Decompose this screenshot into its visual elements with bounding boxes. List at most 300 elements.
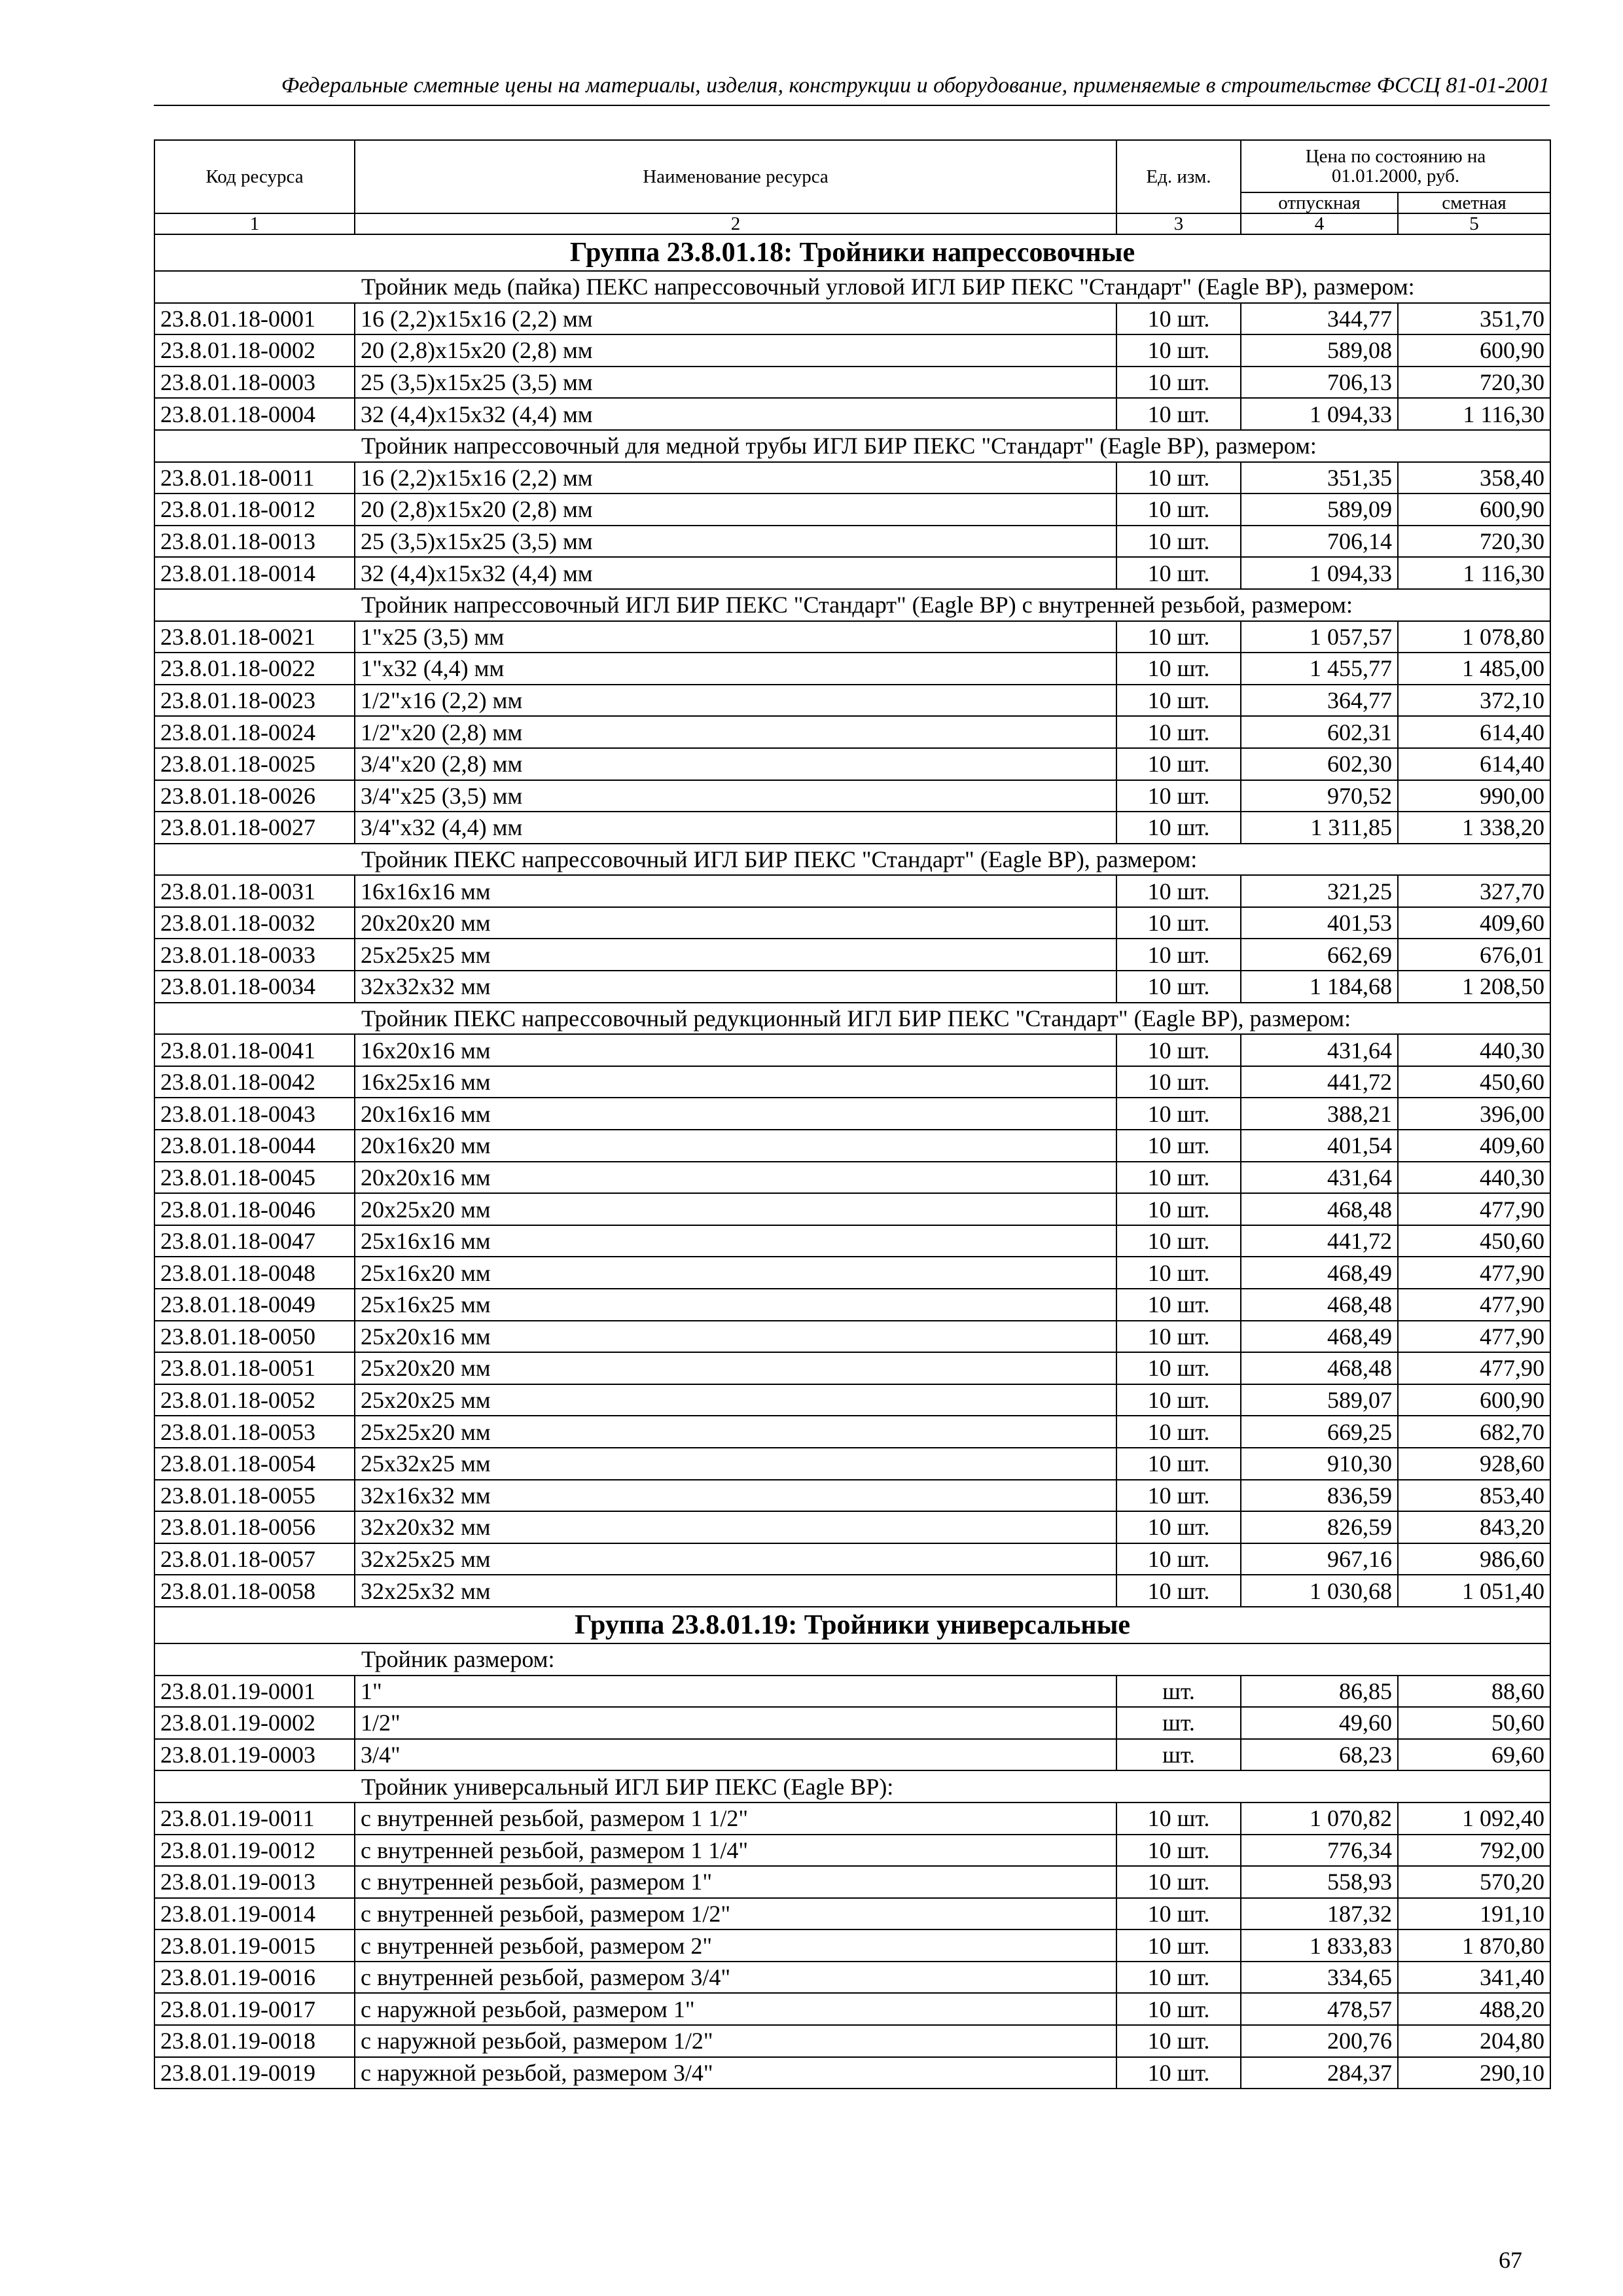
release-price-cell: 401,54 xyxy=(1241,1130,1398,1162)
table-row xyxy=(154,1835,1550,1867)
table-row xyxy=(154,1511,1550,1543)
resource-code-cell: 23.8.01.18-0001 xyxy=(154,303,355,335)
unit-cell: 10 шт. xyxy=(1116,557,1241,589)
release-price-cell: 431,64 xyxy=(1241,1034,1398,1066)
table-row xyxy=(154,971,1550,1003)
release-price-cell: 910,30 xyxy=(1241,1448,1398,1480)
resource-name-cell: 32x25x32 мм xyxy=(355,1575,1116,1607)
estimate-price-cell: 450,60 xyxy=(1398,1225,1550,1257)
unit-cell: 10 шт. xyxy=(1116,334,1241,367)
resource-code-cell: 23.8.01.18-0048 xyxy=(154,1257,355,1289)
table-row xyxy=(154,1257,1550,1289)
unit-cell: 10 шт. xyxy=(1116,1835,1241,1867)
unit-cell: 10 шт. xyxy=(1116,1321,1241,1353)
estimate-price-cell: 477,90 xyxy=(1398,1257,1550,1289)
resource-name-cell: 3/4" xyxy=(355,1739,1116,1771)
unit-cell: 10 шт. xyxy=(1116,1898,1241,1930)
table-row xyxy=(154,1993,1550,2025)
release-price-cell: 1 455,77 xyxy=(1241,653,1398,685)
resource-name-cell: 3/4"x32 (4,4) мм xyxy=(355,812,1116,844)
unit-cell: 10 шт. xyxy=(1116,2025,1241,2057)
resource-code-cell: 23.8.01.18-0042 xyxy=(154,1066,355,1098)
release-price-cell: 334,65 xyxy=(1241,1962,1398,1994)
unit-cell: 10 шт. xyxy=(1116,367,1241,399)
resource-code-cell: 23.8.01.19-0018 xyxy=(154,2025,355,2057)
table-row xyxy=(154,716,1550,748)
resource-code-cell: 23.8.01.18-0058 xyxy=(154,1575,355,1607)
release-price-cell: 836,59 xyxy=(1241,1480,1398,1512)
resource-name-cell: 25x25x20 мм xyxy=(355,1416,1116,1448)
estimate-price-cell: 477,90 xyxy=(1398,1193,1550,1225)
resource-code-cell: 23.8.01.18-0052 xyxy=(154,1384,355,1416)
estimate-price-cell: 720,30 xyxy=(1398,367,1550,399)
resource-code-cell: 23.8.01.19-0001 xyxy=(154,1676,355,1708)
release-price-cell: 1 311,85 xyxy=(1241,812,1398,844)
table-row xyxy=(154,1225,1550,1257)
estimate-price-cell: 792,00 xyxy=(1398,1835,1550,1867)
resource-code-cell: 23.8.01.18-0047 xyxy=(154,1225,355,1257)
release-price-cell: 1 094,33 xyxy=(1241,557,1398,589)
table-row xyxy=(154,1803,1550,1835)
estimate-price-cell: 204,80 xyxy=(1398,2025,1550,2057)
resource-code-cell: 23.8.01.18-0056 xyxy=(154,1511,355,1543)
resource-code-cell: 23.8.01.19-0002 xyxy=(154,1707,355,1739)
unit-cell: 10 шт. xyxy=(1116,1511,1241,1543)
resource-code-cell: 23.8.01.18-0034 xyxy=(154,971,355,1003)
table-row xyxy=(154,1352,1550,1384)
resource-code-cell: 23.8.01.18-0033 xyxy=(154,939,355,971)
table-row xyxy=(154,1416,1550,1448)
estimate-price-cell: 351,70 xyxy=(1398,303,1550,335)
table-row xyxy=(154,812,1550,844)
resource-code-cell: 23.8.01.19-0013 xyxy=(154,1866,355,1898)
section-title: Тройник ПЕКС напрессовочный редукционный ИГЛ БИР ПЕКС "Стандарт" (Eagle BP), размером: xyxy=(154,1003,1550,1035)
group-title: Группа 23.8.01.18: Тройники напрессовочные xyxy=(154,234,1550,271)
resource-code-cell: 23.8.01.18-0002 xyxy=(154,334,355,367)
resource-name-cell: с наружной резьбой, размером 3/4" xyxy=(355,2057,1116,2089)
resource-code-cell: 23.8.01.19-0015 xyxy=(154,1929,355,1962)
table-row xyxy=(154,875,1550,907)
unit-cell: 10 шт. xyxy=(1116,939,1241,971)
unit-cell: 10 шт. xyxy=(1116,621,1241,653)
estimate-price-cell: 990,00 xyxy=(1398,780,1550,812)
resource-name-cell: 25x25x25 мм xyxy=(355,939,1116,971)
unit-cell: 10 шт. xyxy=(1116,1929,1241,1962)
table-row xyxy=(154,1480,1550,1512)
resource-code-cell: 23.8.01.19-0016 xyxy=(154,1962,355,1994)
unit-cell: шт. xyxy=(1116,1739,1241,1771)
estimate-price-cell: 1 485,00 xyxy=(1398,653,1550,685)
resource-name-cell: 16x16x16 мм xyxy=(355,875,1116,907)
group-heading-row xyxy=(154,1607,1550,1643)
release-price-cell: 364,77 xyxy=(1241,685,1398,717)
estimate-price-cell: 614,40 xyxy=(1398,716,1550,748)
resource-name-cell: с внутренней резьбой, размером 1 1/2" xyxy=(355,1803,1116,1835)
release-price-cell: 1 070,82 xyxy=(1241,1803,1398,1835)
unit-cell: 10 шт. xyxy=(1116,1289,1241,1321)
section-heading-row xyxy=(154,844,1550,876)
estimate-price-cell: 477,90 xyxy=(1398,1321,1550,1353)
unit-cell: 10 шт. xyxy=(1116,1193,1241,1225)
release-price-cell: 1 184,68 xyxy=(1241,971,1398,1003)
estimate-price-cell: 358,40 xyxy=(1398,462,1550,494)
release-price-cell: 589,07 xyxy=(1241,1384,1398,1416)
table-row xyxy=(154,557,1550,589)
resource-name-cell: 3/4"x25 (3,5) мм xyxy=(355,780,1116,812)
estimate-price-cell: 614,40 xyxy=(1398,748,1550,780)
section-heading-row xyxy=(154,589,1550,621)
section-title: Тройник ПЕКС напрессовочный ИГЛ БИР ПЕКС "Стандарт" (Eagle BP), размером: xyxy=(154,844,1550,876)
resource-code-cell: 23.8.01.18-0025 xyxy=(154,748,355,780)
resource-name-cell: 25x16x16 мм xyxy=(355,1225,1116,1257)
unit-cell: 10 шт. xyxy=(1116,1543,1241,1575)
release-price-cell: 1 030,68 xyxy=(1241,1575,1398,1607)
table-row xyxy=(154,621,1550,653)
release-price-cell: 388,21 xyxy=(1241,1098,1398,1130)
unit-cell: 10 шт. xyxy=(1116,1162,1241,1194)
resource-code-cell: 23.8.01.18-0049 xyxy=(154,1289,355,1321)
resource-name-cell: 1"x25 (3,5) мм xyxy=(355,621,1116,653)
resource-name-cell: с внутренней резьбой, размером 2" xyxy=(355,1929,1116,1962)
unit-cell: 10 шт. xyxy=(1116,1575,1241,1607)
estimate-price-cell: 191,10 xyxy=(1398,1898,1550,1930)
unit-cell: шт. xyxy=(1116,1676,1241,1708)
resource-name-cell: 20x20x20 мм xyxy=(355,907,1116,939)
table-row xyxy=(154,303,1550,335)
table-row xyxy=(154,1962,1550,1994)
estimate-price-cell: 1 208,50 xyxy=(1398,971,1550,1003)
resource-code-cell: 23.8.01.18-0055 xyxy=(154,1480,355,1512)
column-number: 5 xyxy=(1398,213,1550,234)
resource-name-cell: 3/4"x20 (2,8) мм xyxy=(355,748,1116,780)
document-header: Федеральные сметные цены на материалы, изделия, конструкции и оборудование, применяемые в строительстве ФССЦ 81-01-2001 xyxy=(281,73,1550,98)
table-row xyxy=(154,462,1550,494)
unit-cell: 10 шт. xyxy=(1116,716,1241,748)
resource-name-cell: 20x16x20 мм xyxy=(355,1130,1116,1162)
resource-code-cell: 23.8.01.18-0031 xyxy=(154,875,355,907)
unit-cell: 10 шт. xyxy=(1116,1225,1241,1257)
resource-name-cell: 32 (4,4)x15x32 (4,4) мм xyxy=(355,398,1116,430)
resource-code-cell: 23.8.01.18-0011 xyxy=(154,462,355,494)
resource-price-table xyxy=(154,139,1551,2089)
table-row xyxy=(154,748,1550,780)
resource-name-cell: с внутренней резьбой, размером 1 1/4" xyxy=(355,1835,1116,1867)
unit-cell: 10 шт. xyxy=(1116,462,1241,494)
unit-cell: 10 шт. xyxy=(1116,748,1241,780)
group-heading-row xyxy=(154,234,1550,271)
table-row xyxy=(154,493,1550,526)
table-row xyxy=(154,939,1550,971)
resource-code-cell: 23.8.01.18-0022 xyxy=(154,653,355,685)
release-price-cell: 662,69 xyxy=(1241,939,1398,971)
estimate-price-cell: 409,60 xyxy=(1398,1130,1550,1162)
estimate-price-cell: 290,10 xyxy=(1398,2057,1550,2089)
unit-cell: 10 шт. xyxy=(1116,398,1241,430)
table-body xyxy=(154,234,1550,2089)
table-row xyxy=(154,2057,1550,2089)
estimate-price-cell: 600,90 xyxy=(1398,334,1550,367)
column-header-estimate-price: сметная xyxy=(1398,192,1550,213)
estimate-price-cell: 600,90 xyxy=(1398,493,1550,526)
release-price-cell: 1 833,83 xyxy=(1241,1929,1398,1962)
resource-name-cell: с наружной резьбой, размером 1/2" xyxy=(355,2025,1116,2057)
estimate-price-cell: 440,30 xyxy=(1398,1162,1550,1194)
estimate-price-cell: 1 870,80 xyxy=(1398,1929,1550,1962)
resource-code-cell: 23.8.01.18-0021 xyxy=(154,621,355,653)
estimate-price-cell: 477,90 xyxy=(1398,1289,1550,1321)
estimate-price-cell: 1 116,30 xyxy=(1398,557,1550,589)
table-row xyxy=(154,1739,1550,1771)
release-price-cell: 589,08 xyxy=(1241,334,1398,367)
release-price-cell: 441,72 xyxy=(1241,1066,1398,1098)
section-title: Тройник размером: xyxy=(154,1643,1550,1676)
table-row xyxy=(154,1034,1550,1066)
release-price-cell: 558,93 xyxy=(1241,1866,1398,1898)
estimate-price-cell: 477,90 xyxy=(1398,1352,1550,1384)
table-row xyxy=(154,334,1550,367)
unit-cell: 10 шт. xyxy=(1116,1803,1241,1835)
estimate-price-cell: 440,30 xyxy=(1398,1034,1550,1066)
section-title: Тройник универсальный ИГЛ БИР ПЕКС (Eagle BP): xyxy=(154,1770,1550,1803)
estimate-price-cell: 450,60 xyxy=(1398,1066,1550,1098)
resource-code-cell: 23.8.01.19-0017 xyxy=(154,1993,355,2025)
unit-cell: 10 шт. xyxy=(1116,1352,1241,1384)
estimate-price-cell: 327,70 xyxy=(1398,875,1550,907)
resource-name-cell: с внутренней резьбой, размером 1/2" xyxy=(355,1898,1116,1930)
release-price-cell: 431,64 xyxy=(1241,1162,1398,1194)
section-heading-row xyxy=(154,1643,1550,1676)
column-header-name: Наименование ресурса xyxy=(355,140,1116,213)
resource-name-cell: с внутренней резьбой, размером 3/4" xyxy=(355,1962,1116,1994)
resource-code-cell: 23.8.01.18-0046 xyxy=(154,1193,355,1225)
release-price-cell: 1 094,33 xyxy=(1241,398,1398,430)
unit-cell: 10 шт. xyxy=(1116,1416,1241,1448)
release-price-cell: 776,34 xyxy=(1241,1835,1398,1867)
resource-name-cell: 32x32x32 мм xyxy=(355,971,1116,1003)
resource-code-cell: 23.8.01.18-0041 xyxy=(154,1034,355,1066)
unit-cell: 10 шт. xyxy=(1116,1962,1241,1994)
resource-code-cell: 23.8.01.18-0027 xyxy=(154,812,355,844)
release-price-cell: 602,30 xyxy=(1241,748,1398,780)
release-price-cell: 351,35 xyxy=(1241,462,1398,494)
resource-code-cell: 23.8.01.18-0024 xyxy=(154,716,355,748)
resource-name-cell: 32x25x25 мм xyxy=(355,1543,1116,1575)
estimate-price-cell: 88,60 xyxy=(1398,1676,1550,1708)
release-price-cell: 478,57 xyxy=(1241,1993,1398,2025)
release-price-cell: 468,49 xyxy=(1241,1321,1398,1353)
resource-code-cell: 23.8.01.18-0057 xyxy=(154,1543,355,1575)
table-row xyxy=(154,1384,1550,1416)
unit-cell: 10 шт. xyxy=(1116,1066,1241,1098)
resource-name-cell: 25x32x25 мм xyxy=(355,1448,1116,1480)
unit-cell: 10 шт. xyxy=(1116,1993,1241,2025)
estimate-price-cell: 1 078,80 xyxy=(1398,621,1550,653)
estimate-price-cell: 1 092,40 xyxy=(1398,1803,1550,1835)
unit-cell: 10 шт. xyxy=(1116,303,1241,335)
resource-code-cell: 23.8.01.19-0003 xyxy=(154,1739,355,1771)
table-row xyxy=(154,1707,1550,1739)
unit-cell: 10 шт. xyxy=(1116,1034,1241,1066)
resource-name-cell: 1" xyxy=(355,1676,1116,1708)
release-price-cell: 1 057,57 xyxy=(1241,621,1398,653)
release-price-cell: 589,09 xyxy=(1241,493,1398,526)
resource-name-cell: 25x20x20 мм xyxy=(355,1352,1116,1384)
release-price-cell: 706,14 xyxy=(1241,526,1398,558)
estimate-price-cell: 676,01 xyxy=(1398,939,1550,971)
estimate-price-cell: 409,60 xyxy=(1398,907,1550,939)
table-row xyxy=(154,1543,1550,1575)
unit-cell: 10 шт. xyxy=(1116,1257,1241,1289)
table-row xyxy=(154,1130,1550,1162)
estimate-price-cell: 570,20 xyxy=(1398,1866,1550,1898)
header-divider xyxy=(154,105,1550,106)
resource-code-cell: 23.8.01.18-0032 xyxy=(154,907,355,939)
resource-code-cell: 23.8.01.18-0003 xyxy=(154,367,355,399)
unit-cell: 10 шт. xyxy=(1116,812,1241,844)
column-number: 2 xyxy=(355,213,1116,234)
resource-name-cell: 20x20x16 мм xyxy=(355,1162,1116,1194)
table-row xyxy=(154,367,1550,399)
release-price-cell: 669,25 xyxy=(1241,1416,1398,1448)
estimate-price-cell: 1 338,20 xyxy=(1398,812,1550,844)
release-price-cell: 468,48 xyxy=(1241,1193,1398,1225)
estimate-price-cell: 853,40 xyxy=(1398,1480,1550,1512)
release-price-cell: 401,53 xyxy=(1241,907,1398,939)
table-row xyxy=(154,1866,1550,1898)
resource-code-cell: 23.8.01.18-0043 xyxy=(154,1098,355,1130)
resource-code-cell: 23.8.01.19-0011 xyxy=(154,1803,355,1835)
release-price-cell: 706,13 xyxy=(1241,367,1398,399)
column-header-unit: Ед. изм. xyxy=(1116,140,1241,213)
release-price-cell: 68,23 xyxy=(1241,1739,1398,1771)
resource-name-cell: 32x16x32 мм xyxy=(355,1480,1116,1512)
column-header-code: Код ресурса xyxy=(154,140,355,213)
table-row xyxy=(154,780,1550,812)
unit-cell: 10 шт. xyxy=(1116,1384,1241,1416)
resource-name-cell: 16 (2,2)x15x16 (2,2) мм xyxy=(355,303,1116,335)
release-price-cell: 321,25 xyxy=(1241,875,1398,907)
resource-code-cell: 23.8.01.18-0014 xyxy=(154,557,355,589)
release-price-cell: 86,85 xyxy=(1241,1676,1398,1708)
release-price-cell: 468,49 xyxy=(1241,1257,1398,1289)
estimate-price-cell: 843,20 xyxy=(1398,1511,1550,1543)
resource-name-cell: 25x20x16 мм xyxy=(355,1321,1116,1353)
section-heading-row xyxy=(154,1003,1550,1035)
table-row xyxy=(154,1929,1550,1962)
table-row xyxy=(154,2025,1550,2057)
table-row xyxy=(154,1676,1550,1708)
resource-name-cell: 1/2"x20 (2,8) мм xyxy=(355,716,1116,748)
unit-cell: 10 шт. xyxy=(1116,971,1241,1003)
group-title: Группа 23.8.01.19: Тройники универсальные xyxy=(154,1607,1550,1643)
resource-code-cell: 23.8.01.18-0023 xyxy=(154,685,355,717)
table-row xyxy=(154,1448,1550,1480)
resource-name-cell: 20x16x16 мм xyxy=(355,1098,1116,1130)
resource-code-cell: 23.8.01.18-0004 xyxy=(154,398,355,430)
resource-code-cell: 23.8.01.18-0026 xyxy=(154,780,355,812)
release-price-cell: 970,52 xyxy=(1241,780,1398,812)
resource-name-cell: 20 (2,8)x15x20 (2,8) мм xyxy=(355,493,1116,526)
resource-name-cell: 20 (2,8)x15x20 (2,8) мм xyxy=(355,334,1116,367)
estimate-price-cell: 986,60 xyxy=(1398,1543,1550,1575)
release-price-cell: 49,60 xyxy=(1241,1707,1398,1739)
unit-cell: 10 шт. xyxy=(1116,1480,1241,1512)
unit-cell: 10 шт. xyxy=(1116,2057,1241,2089)
estimate-price-cell: 1 116,30 xyxy=(1398,398,1550,430)
resource-code-cell: 23.8.01.18-0012 xyxy=(154,493,355,526)
section-title: Тройник медь (пайка) ПЕКС напрессовочный угловой ИГЛ БИР ПЕКС "Стандарт" (Eagle BP), размером: xyxy=(154,271,1550,303)
table-row xyxy=(154,1193,1550,1225)
table-row xyxy=(154,398,1550,430)
resource-name-cell: 1/2"x16 (2,2) мм xyxy=(355,685,1116,717)
table-row xyxy=(154,1898,1550,1930)
table-row xyxy=(154,1321,1550,1353)
section-heading-row xyxy=(154,271,1550,303)
unit-cell: 10 шт. xyxy=(1116,526,1241,558)
column-header-release-price: отпускная xyxy=(1241,192,1398,213)
unit-cell: 10 шт. xyxy=(1116,653,1241,685)
estimate-price-cell: 928,60 xyxy=(1398,1448,1550,1480)
resource-code-cell: 23.8.01.19-0019 xyxy=(154,2057,355,2089)
resource-code-cell: 23.8.01.19-0014 xyxy=(154,1898,355,1930)
resource-code-cell: 23.8.01.18-0050 xyxy=(154,1321,355,1353)
resource-name-cell: с наружной резьбой, размером 1" xyxy=(355,1993,1116,2025)
release-price-cell: 468,48 xyxy=(1241,1352,1398,1384)
resource-name-cell: 1/2" xyxy=(355,1707,1116,1739)
estimate-price-cell: 488,20 xyxy=(1398,1993,1550,2025)
resource-name-cell: 25 (3,5)x15x25 (3,5) мм xyxy=(355,367,1116,399)
column-header-price: Цена по состоянию на 01.01.2000, руб. xyxy=(1241,140,1550,192)
unit-cell: 10 шт. xyxy=(1116,493,1241,526)
resource-code-cell: 23.8.01.18-0013 xyxy=(154,526,355,558)
table-row xyxy=(154,1289,1550,1321)
release-price-cell: 468,48 xyxy=(1241,1289,1398,1321)
unit-cell: 10 шт. xyxy=(1116,685,1241,717)
unit-cell: 10 шт. xyxy=(1116,1448,1241,1480)
estimate-price-cell: 69,60 xyxy=(1398,1739,1550,1771)
section-heading-row xyxy=(154,430,1550,462)
release-price-cell: 967,16 xyxy=(1241,1543,1398,1575)
resource-name-cell: 16x20x16 мм xyxy=(355,1034,1116,1066)
table-row xyxy=(154,526,1550,558)
release-price-cell: 602,31 xyxy=(1241,716,1398,748)
page-number: 67 xyxy=(1499,2247,1522,2273)
resource-code-cell: 23.8.01.18-0054 xyxy=(154,1448,355,1480)
release-price-cell: 441,72 xyxy=(1241,1225,1398,1257)
unit-cell: 10 шт. xyxy=(1116,907,1241,939)
release-price-cell: 187,32 xyxy=(1241,1898,1398,1930)
resource-name-cell: 16 (2,2)x15x16 (2,2) мм xyxy=(355,462,1116,494)
unit-cell: 10 шт. xyxy=(1116,1130,1241,1162)
resource-name-cell: 32x20x32 мм xyxy=(355,1511,1116,1543)
table-row xyxy=(154,1066,1550,1098)
unit-cell: шт. xyxy=(1116,1707,1241,1739)
estimate-price-cell: 372,10 xyxy=(1398,685,1550,717)
section-title: Тройник напрессовочный ИГЛ БИР ПЕКС "Стандарт" (Eagle BP) с внутренней резьбой, размером: xyxy=(154,589,1550,621)
estimate-price-cell: 50,60 xyxy=(1398,1707,1550,1739)
unit-cell: 10 шт. xyxy=(1116,1866,1241,1898)
table-row xyxy=(154,685,1550,717)
release-price-cell: 284,37 xyxy=(1241,2057,1398,2089)
resource-name-cell: 20x25x20 мм xyxy=(355,1193,1116,1225)
resource-name-cell: 25 (3,5)x15x25 (3,5) мм xyxy=(355,526,1116,558)
resource-name-cell: 1"x32 (4,4) мм xyxy=(355,653,1116,685)
unit-cell: 10 шт. xyxy=(1116,875,1241,907)
resource-name-cell: 25x20x25 мм xyxy=(355,1384,1116,1416)
release-price-cell: 200,76 xyxy=(1241,2025,1398,2057)
resource-name-cell: 16x25x16 мм xyxy=(355,1066,1116,1098)
table-row xyxy=(154,1098,1550,1130)
